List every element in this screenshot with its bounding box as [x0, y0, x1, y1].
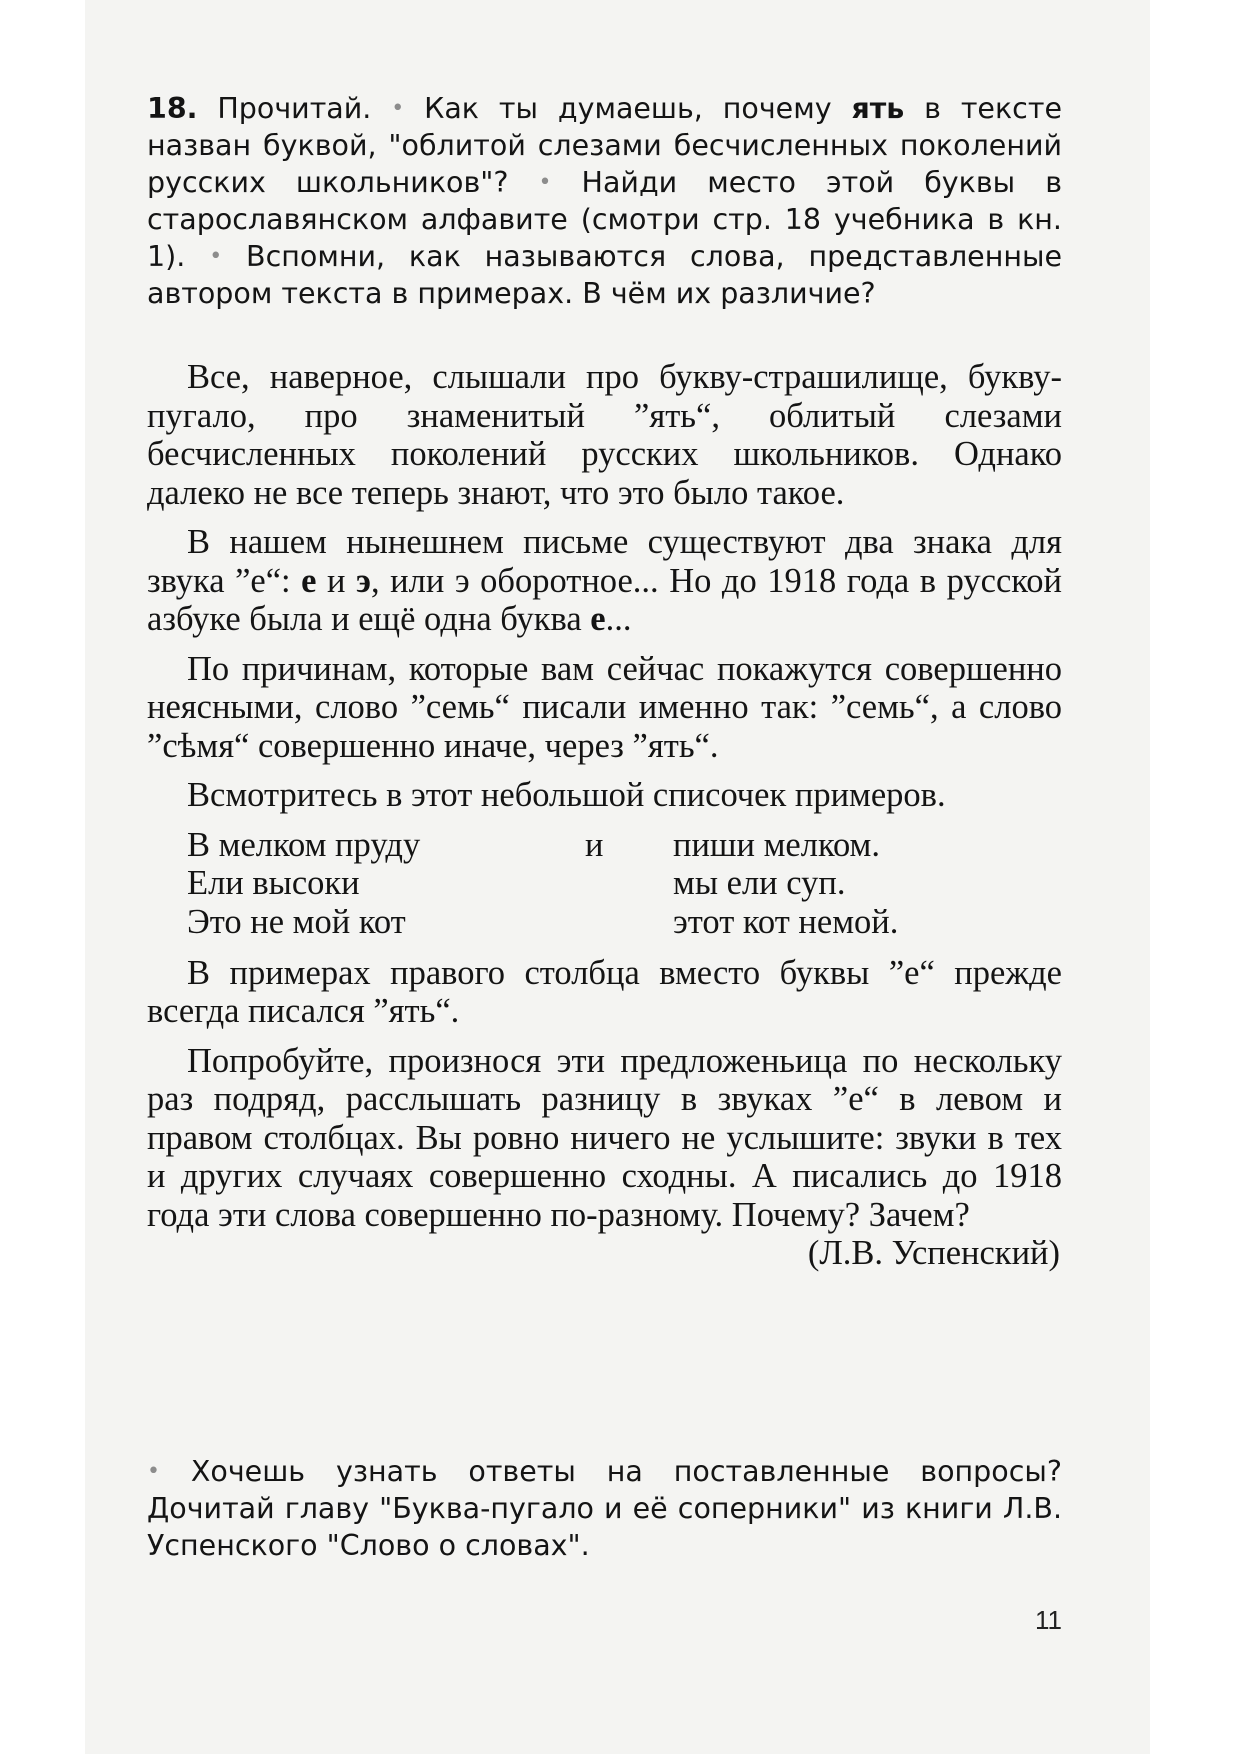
task-text-5: Вспомни, как называются слова, представленные автором текста в примерах. В чём их различие? [147, 240, 1063, 310]
paragraph-4: Всмотритесь в этот небольшой списочек примеров. [187, 776, 946, 814]
example-left: В мелком пруду [187, 825, 421, 864]
task-text-2: Как ты думаешь, почему [404, 92, 852, 125]
p2-part-c: , или э оборотное... Но до 1918 года в русской азбуке была и ещё одна буква [147, 561, 1062, 638]
bullet-icon: • [391, 96, 405, 121]
paragraph-6: Попробуйте, произнося эти предложеньица по нескольку раз подряд, расслышать разницу в звуках ”е“ в левом и правом столбцах. Вы ровно ничего не услышите: звуки в тех и других случаях совершенно сходны. А писались до 1918 года эти слова совершенно по-разному. Почему? Зачем? [147, 1041, 1062, 1234]
paragraph-3: По причинам, которые вам сейчас покажутся совершенно неясными, слово ”семь“ писали именно так: ”семь“, а слово ”сѣмя“ совершенно иначе, через ”ять“. [147, 649, 1062, 765]
example-row [187, 826, 1087, 865]
bullet-icon: • [538, 170, 552, 195]
p2-part-a: В нашем нынешнем письме существуют два знака для звука ”е“: [147, 523, 1062, 600]
final-task [147, 1453, 1062, 1564]
bullet-icon: • [209, 244, 223, 269]
example-row [187, 864, 1087, 903]
letter-e-reversed: э [356, 561, 371, 600]
letter-yat: е [590, 600, 606, 638]
examples-block [147, 826, 1062, 954]
task-yat-word: ять [851, 92, 905, 125]
example-conjunction: и [585, 825, 604, 864]
example-left: Это не мой кот [187, 902, 406, 941]
p2-part-d: ... [605, 600, 632, 638]
final-task-text: Хочешь узнать ответы на поставленные вопросы? Дочитай главу "Буква-пугало и её соперники" из книги Л.В. Успенского "Слово о словах". [147, 1455, 1062, 1562]
example-right: пиши мелком. [673, 825, 880, 864]
author-attribution: (Л.В. Успенский) [807, 1234, 1060, 1272]
task-number: 18. [147, 92, 198, 125]
task-text-3: в тексте назван буквой, "облитой слезами бесчисленных поколений русских школьников"? [147, 92, 1062, 199]
page-number: 11 [1035, 1605, 1062, 1635]
paragraph-1: Все, наверное, слышали про букву-страшилище, букву-пугало, про знаменитый ”ять“, облитый слезами бесчисленных поколений русских школьников. Однако далеко не все теперь знают, что это было такое. [147, 358, 1062, 512]
p2-part-b: и [316, 561, 357, 600]
example-left: Ели высоки [187, 864, 360, 902]
bullet-icon: • [147, 1459, 160, 1484]
paragraph-2 [147, 523, 1062, 639]
examples-table [187, 826, 1087, 942]
example-row [187, 903, 1087, 942]
paragraph-5: В примерах правого столбца вместо буквы ”е“ прежде всегда писался ”ять“. [147, 953, 1062, 1030]
letter-e: е [301, 561, 317, 600]
task-text-1: Прочитай. [197, 92, 392, 125]
reading-text [147, 358, 1062, 1273]
example-right: этот кот немой. [673, 902, 899, 941]
example-right: мы ели суп. [673, 864, 846, 902]
task-text-4: Найди место этой буквы в старославянском алфавите (смотри стр. 18 учебника в кн. 1). [147, 166, 1062, 273]
task-18 [147, 90, 1062, 312]
